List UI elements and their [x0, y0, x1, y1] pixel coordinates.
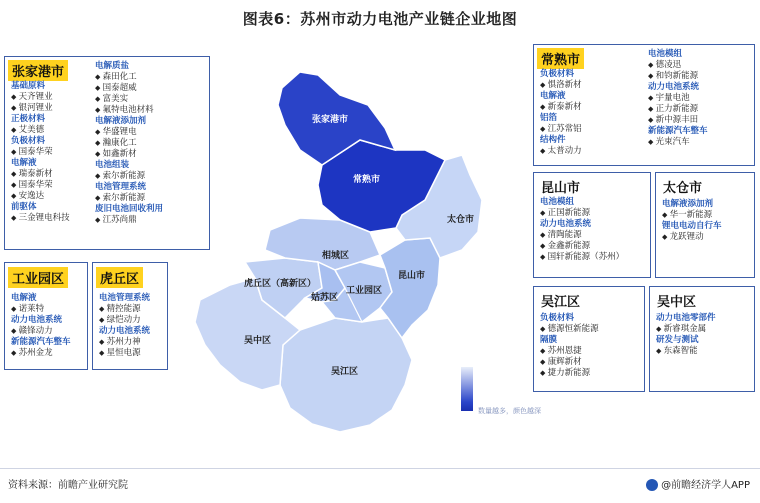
category-label: 隔膜 [540, 335, 558, 345]
enterprise-item: ◆ 绿恺动力 [99, 315, 150, 326]
map-label-wujiang: 吴江区 [331, 367, 359, 377]
enterprise-item: ◆ 天齐锂业 [11, 92, 70, 103]
map-label-wuzhong: 吴中区 [244, 336, 272, 346]
map-label-gusu: 姑苏区 [311, 293, 339, 303]
changshu-col2 [648, 49, 708, 148]
wujiang-list [540, 313, 599, 379]
category-label: 动力电池系统 [540, 219, 592, 229]
map-label-zhangjiagang: 张家港市 [312, 115, 349, 125]
enterprise-item: ◆ 氟特电池材料 [95, 105, 163, 116]
map-label-industrial: 工业园区 [346, 286, 383, 296]
box-taicang-title: 太仓市 [659, 176, 706, 197]
source-note: 资料来源：前瞻产业研究院 [8, 480, 128, 491]
enterprise-item: ◆ 光束汽车 [648, 137, 708, 148]
enterprise-item: ◆ 捷力新能源 [540, 368, 599, 379]
box-wujiang [533, 286, 645, 392]
box-kunshan [533, 172, 651, 278]
enterprise-item: ◆ 星恒电源 [99, 348, 150, 359]
category-label: 新能源汽车整车 [11, 337, 71, 347]
enterprise-item: ◆ 华盛锂电 [95, 127, 163, 138]
enterprise-item: ◆ 正国新能源 [540, 208, 624, 219]
legend-gradient-bar [461, 367, 473, 411]
category-label: 研发与测试 [656, 335, 699, 345]
box-huqiu-title: 虎丘区 [96, 267, 143, 288]
enterprise-item: ◆ 瑞泰新材 [11, 169, 70, 180]
category-label: 电解液添加剂 [95, 116, 147, 126]
category-label: 前驱体 [11, 202, 37, 212]
enterprise-item: ◆ 苏州力神 [99, 337, 150, 348]
enterprise-item: ◆ 国泰超威 [95, 83, 163, 94]
category-label: 动力电池零部件 [656, 313, 716, 323]
enterprise-item: ◆ 德源恒新能源 [540, 324, 599, 335]
enterprise-item: ◆ 正力新能源 [648, 104, 708, 115]
category-label: 结构件 [540, 135, 566, 145]
category-label: 负极材料 [540, 69, 575, 79]
huqiu-list [99, 293, 150, 359]
industrial-park-list [11, 293, 71, 359]
wuzhong-list [656, 313, 716, 357]
enterprise-item: ◆ 安逸达 [11, 191, 70, 202]
enterprise-item: ◆ 德凌迅 [648, 60, 708, 71]
changshu-col1 [540, 69, 582, 157]
enterprise-item: ◆ 森田化工 [95, 72, 163, 83]
category-label: 电解液 [540, 91, 566, 101]
map-label-xiangcheng: 相城区 [322, 251, 350, 261]
box-industrial-park [4, 262, 88, 370]
enterprise-item: ◆ 三金锂电科技 [11, 213, 70, 224]
category-label: 电解质盐 [95, 61, 130, 71]
box-taicang [655, 172, 755, 278]
box-zhangjiagang [4, 56, 210, 250]
box-wujiang-title: 吴江区 [537, 290, 584, 311]
legend-text: 数量越多，颜色越深 [478, 407, 541, 415]
box-industrial-park-title: 工业园区 [8, 267, 68, 288]
category-label: 正极材料 [11, 114, 46, 124]
enterprise-item: ◆ 华一新能源 [662, 210, 722, 221]
enterprise-item: ◆ 瀚康化工 [95, 138, 163, 149]
category-label: 动力电池系统 [11, 315, 63, 325]
kunshan-list [540, 197, 624, 263]
category-label: 电解液添加剂 [662, 199, 714, 209]
enterprise-item: ◆ 新睿琪金属 [656, 324, 716, 335]
enterprise-item: ◆ 江苏常铝 [540, 124, 582, 135]
box-changshu-title: 常熟市 [537, 48, 584, 69]
zhangjiagang-col2 [95, 61, 163, 226]
box-huqiu [92, 262, 168, 370]
enterprise-item: ◆ 如鑫新材 [95, 149, 163, 160]
category-label: 电池管理系统 [99, 293, 151, 303]
box-zhangjiagang-title: 张家港市 [8, 60, 68, 81]
enterprise-item: ◆ 艾美德 [11, 125, 70, 136]
enterprise-item: ◆ 国泰华荣 [11, 180, 70, 191]
box-wuzhong-title: 吴中区 [653, 290, 700, 311]
category-label: 动力电池系统 [648, 82, 700, 92]
enterprise-item: ◆ 银河锂业 [11, 103, 70, 114]
zhangjiagang-col1 [11, 81, 70, 224]
enterprise-item: ◆ 新中源丰田 [648, 115, 708, 126]
enterprise-item: ◆ 清陶能源 [540, 230, 624, 241]
box-changshu [533, 44, 755, 166]
category-label: 基础原料 [11, 81, 46, 91]
brand-credit [646, 476, 750, 491]
enterprise-item: ◆ 东森智能 [656, 346, 716, 357]
enterprise-item: ◆ 康辉新材 [540, 357, 599, 368]
enterprise-item: ◆ 苏州金龙 [11, 348, 71, 359]
enterprise-item: ◆ 金鑫新能源 [540, 241, 624, 252]
category-label: 电池模组 [648, 49, 683, 59]
category-label: 新能源汽车整车 [648, 126, 708, 136]
page-title: 图表6：苏州市动力电池产业链企业地图 [242, 10, 518, 28]
enterprise-item: ◆ 诺莱特 [11, 304, 71, 315]
category-label: 负极材料 [11, 136, 46, 146]
category-label: 锂电电动自行车 [662, 221, 722, 231]
brand-text: @前瞻经济学人APP [661, 480, 750, 491]
map-label-kunshan: 昆山市 [398, 271, 426, 281]
enterprise-item: ◆ 索尔新能源 [95, 171, 163, 182]
enterprise-item: ◆ 赣锋动力 [11, 326, 71, 337]
map-label-huqiu: 虎丘区（高新区） [244, 279, 317, 289]
enterprise-item: ◆ 太普动力 [540, 146, 582, 157]
enterprise-item: ◆ 国轩新能源（苏州） [540, 252, 624, 263]
category-label: 铝箔 [540, 113, 558, 123]
brand-logo-icon [646, 479, 658, 491]
map-label-taicang: 太仓市 [447, 215, 475, 225]
category-label: 动力电池系统 [99, 326, 151, 336]
map-label-changshu: 常熟市 [353, 175, 381, 185]
enterprise-item: ◆ 索尔新能源 [95, 193, 163, 204]
category-label: 负极材料 [540, 313, 575, 323]
category-label: 电池模组 [540, 197, 575, 207]
enterprise-item: ◆ 和钧新能源 [648, 71, 708, 82]
footer-divider [0, 468, 760, 469]
category-label: 电解液 [11, 158, 37, 168]
enterprise-item: ◆ 惧洛新材 [540, 80, 582, 91]
enterprise-item: ◆ 精控能源 [99, 304, 150, 315]
category-label: 电解液 [11, 293, 37, 303]
box-kunshan-title: 昆山市 [537, 176, 584, 197]
enterprise-item: ◆ 富美实 [95, 94, 163, 105]
box-wuzhong [649, 286, 755, 392]
category-label: 废旧电池回收利用 [95, 204, 164, 214]
enterprise-item: ◆ 国泰华荣 [11, 147, 70, 158]
enterprise-item: ◆ 苏州恩捷 [540, 346, 599, 357]
enterprise-item: ◆ 新泰新材 [540, 102, 582, 113]
category-label: 电池组装 [95, 160, 130, 170]
taicang-list [662, 199, 722, 243]
enterprise-item: ◆ 江苏尚鼎 [95, 215, 163, 226]
enterprise-item: ◆ 龙跃锂动 [662, 232, 722, 243]
category-label: 电池管理系统 [95, 182, 147, 192]
enterprise-item: ◆ 宇量电池 [648, 93, 708, 104]
